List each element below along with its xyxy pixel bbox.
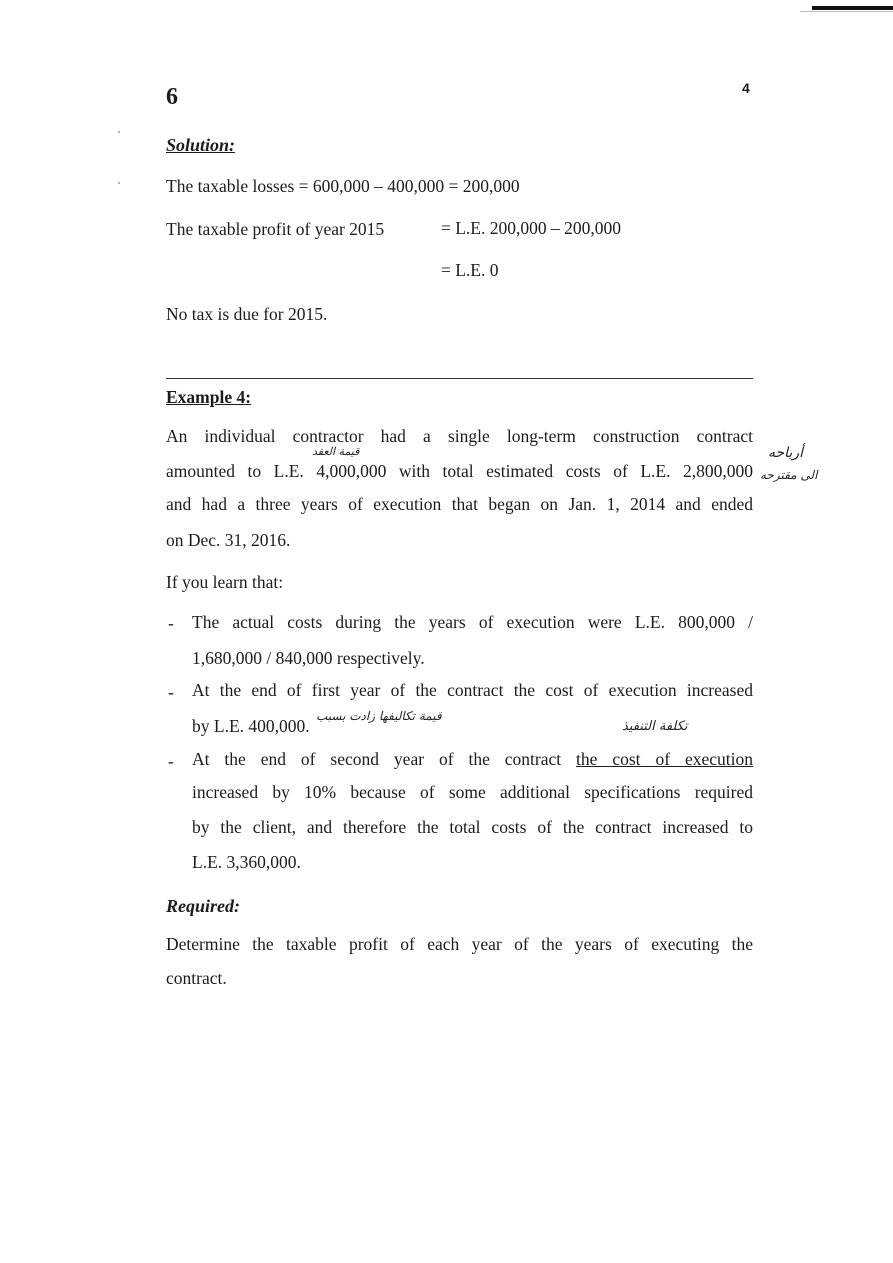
bullet-3-line: L.E. 3,360,000. <box>192 852 301 872</box>
example-paragraph-line: and had a three years of execution that began on Jan. 1, 2014 and ended <box>166 494 753 514</box>
solution-line-taxable-profit-label: The taxable profit of year 2015 <box>166 219 385 239</box>
bullet-3-line: by the client, and therefore the total costs of the contract increased to <box>192 817 753 837</box>
example-title: Example 4: <box>166 387 252 407</box>
bullet-dash: - <box>168 613 174 633</box>
handwritten-note-profit-2: الى مقترحه <box>760 468 818 482</box>
handwritten-note-profit: أرباحه <box>768 445 803 461</box>
scan-edge-rule <box>812 6 893 10</box>
handwritten-note-cost: تكلفة التنفيذ <box>622 719 688 734</box>
solution-conclusion: No tax is due for 2015. <box>166 304 328 324</box>
bullet-2-line: by L.E. 400,000. <box>192 716 310 736</box>
bullet-3-line: increased by 10% because of some additional specifications required <box>192 782 753 802</box>
bullet-dash: - <box>168 751 174 771</box>
solution-line-result: = L.E. 0 <box>441 260 499 280</box>
bullet-1-line: 1,680,000 / 840,000 respectively. <box>192 648 425 668</box>
handwritten-note-contract-value: قيمة العقد <box>312 445 360 458</box>
scan-edge-rule-thin <box>800 11 893 12</box>
bullet-3-line-text: At the end of second year of the contract <box>192 749 577 769</box>
solution-line-taxable-losses: The taxable losses = 600,000 – 400,000 = 200,000 <box>166 176 520 196</box>
example-intro: If you learn that: <box>166 572 284 592</box>
bullet-1-line: The actual costs during the years of execution were L.E. 800,000 / <box>192 612 753 632</box>
bullet-dash: - <box>168 682 174 702</box>
scan-speck <box>118 182 120 184</box>
bullet-3-underlined-phrase: the cost of execution <box>576 749 753 769</box>
solution-line-taxable-profit-value: = L.E. 200,000 – 200,000 <box>441 218 621 238</box>
handwritten-note-increase: قيمة تكاليفها زادت بسبب <box>316 709 442 723</box>
scan-speck <box>118 131 120 133</box>
section-divider <box>166 378 753 379</box>
solution-heading: Solution: <box>166 135 236 155</box>
example-paragraph-line: on Dec. 31, 2016. <box>166 530 291 550</box>
example-paragraph-line: amounted to L.E. 4,000,000 with total estimated costs of L.E. 2,800,000 <box>166 461 753 481</box>
page-number-left: 6 <box>166 84 178 110</box>
bullet-2-line: At the end of first year of the contract the cost of execution increased <box>192 680 753 700</box>
example-paragraph-line: An individual contractor had a single long-term construction contract <box>166 426 753 446</box>
required-line: contract. <box>166 968 227 988</box>
required-line: Determine the taxable profit of each year of the years of executing the <box>166 934 753 954</box>
bullet-3-line <box>192 749 753 770</box>
page-number-right: 4 <box>742 80 750 96</box>
required-heading: Required: <box>166 896 240 916</box>
